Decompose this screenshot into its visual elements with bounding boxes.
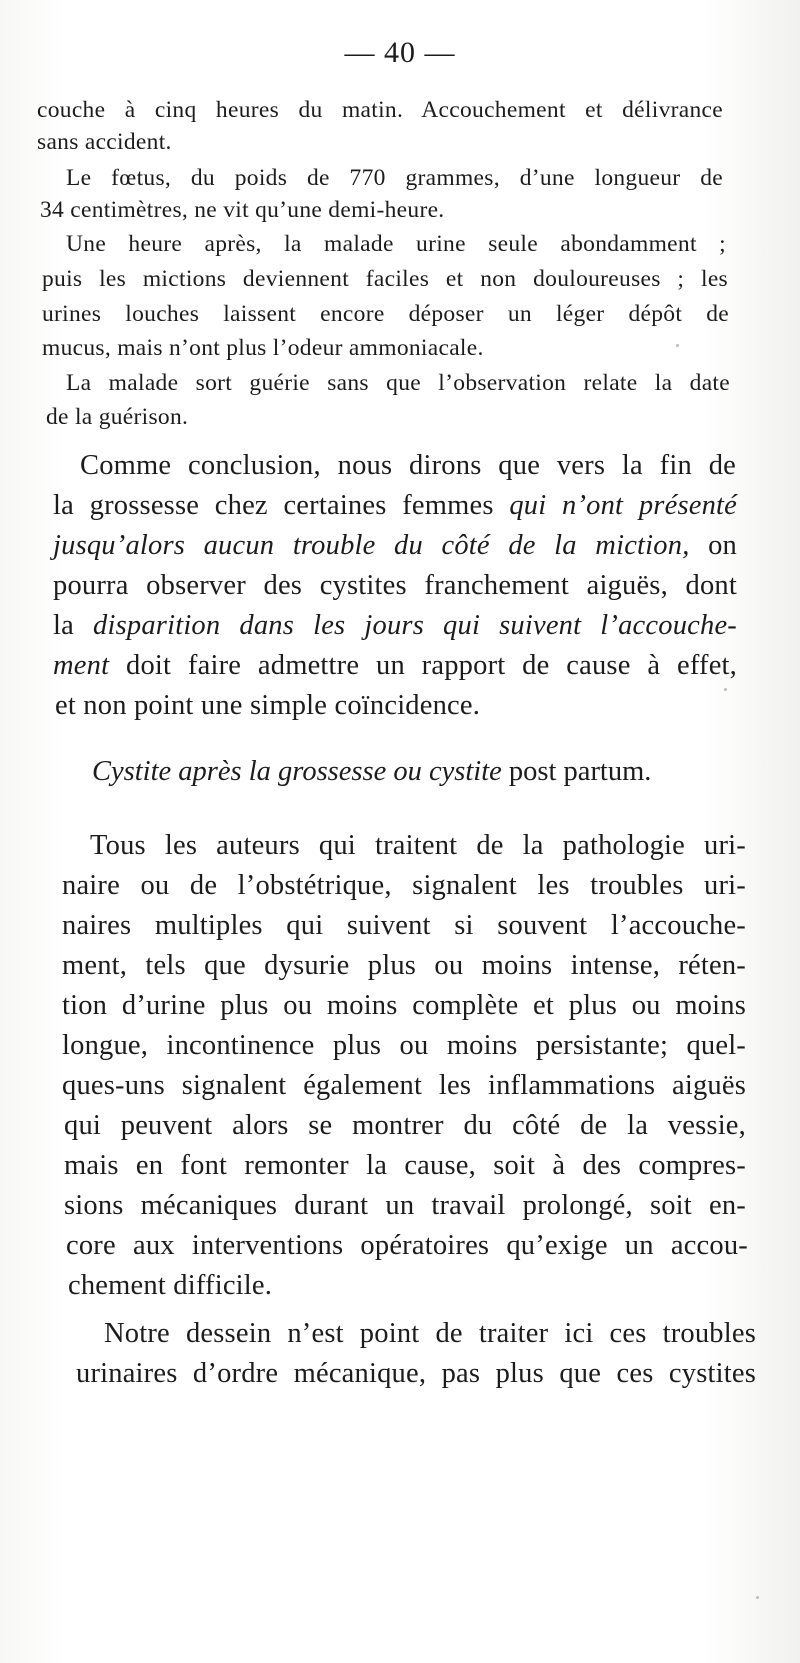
paragraph (0, 226, 800, 360)
page-number: — 40 — (344, 36, 456, 69)
scan-speck (676, 344, 679, 347)
text-segment: la grossesse chez certaines femmes (53, 490, 510, 521)
text-line: chement difficile. (68, 1270, 273, 1301)
observation-text (0, 92, 800, 430)
text-line: de la guérison. (46, 403, 189, 430)
italic-segment: disparition dans les jours qui suivent l’accouche- (93, 610, 737, 641)
text-line: longue, incontinence plus ou moins persistante; quel- (62, 1030, 746, 1061)
text-segment: on (689, 530, 737, 561)
text-line: urinaires d’ordre mécanique, pas plus que ces cystites (76, 1358, 756, 1389)
scan-speck (756, 1596, 759, 1599)
text-line (55, 686, 739, 726)
text-line: sans accident. (37, 128, 172, 155)
italic-segment: qui n’ont présenté (509, 490, 737, 521)
text-segment: la (53, 610, 94, 641)
text-line: 34 centimètres, ne vit qu’une demi-heure. (40, 196, 445, 223)
text-line: Le fœtus, du poids de 770 grammes, d’une longueur de (66, 165, 723, 191)
text-line: naires multiples qui suivent si souvent l’accouche- (62, 910, 746, 941)
paragraph (0, 1314, 800, 1394)
text-line: sions mécaniques durant un travail prolongé, soit en- (64, 1190, 746, 1221)
heading-roman: post partum. (501, 756, 652, 787)
text-segment: pourra observer des cystites franchement aiguës, dont (53, 570, 737, 601)
text-line: puis les mictions deviennent faciles et non douloureuses ; les (42, 265, 728, 292)
text-line: core aux interventions opératoires qu’exige un accou- (66, 1230, 748, 1261)
text-line (80, 446, 736, 486)
text-line: Une heure après, la malade urine seule abondamment ; (66, 231, 726, 257)
paragraph (0, 92, 800, 159)
text-line: Notre dessein n’est point de traiter ici ces troubles (104, 1318, 756, 1349)
text-line: mucus, mais n’ont plus l’odeur ammoniacale. (42, 334, 484, 361)
text-segment: doit faire admettre un rapport de cause à effet, (109, 650, 737, 681)
paragraph (0, 360, 800, 430)
text-line (53, 566, 737, 606)
text-line (53, 526, 737, 566)
text-line: La malade sort guérie sans que l’observation relate la date (66, 370, 730, 396)
text-line: urines louches laissent encore déposer un léger dépôt de (42, 301, 729, 327)
text-line: qui peuvent alors se montrer du côté de la vessie, (64, 1110, 746, 1141)
paragraph (0, 826, 800, 1306)
text-line: Tous les auteurs qui traitent de la pathologie uri- (90, 830, 746, 861)
text-line (53, 606, 737, 646)
heading-italic: Cystite après la grossesse ou cystite (92, 756, 502, 787)
text-line: mais en font remonter la cause, soit à des compres- (64, 1150, 746, 1181)
paragraph (0, 159, 800, 226)
section-heading (92, 752, 732, 792)
text-line: couche à cinq heures du matin. Accouchement et délivrance (37, 97, 723, 123)
text-segment: Comme conclusion, nous dirons que vers la fin de (80, 450, 736, 481)
scan-speck (724, 688, 727, 691)
text-line (53, 486, 737, 526)
text-line (53, 646, 737, 686)
italic-segment: ment (53, 650, 110, 681)
text-line: ment, tels que dysurie plus ou moins intense, réten- (62, 950, 746, 981)
text-line: naire ou de l’obstétrique, signalent les troubles uri- (62, 870, 746, 901)
body-text (0, 826, 800, 1394)
text-line: ques-uns signalent également les inflammations aiguës (62, 1070, 746, 1101)
text-line: tion d’urine plus ou moins complète et plus ou moins (62, 990, 746, 1021)
italic-segment: jusqu’alors aucun trouble du côté de la miction, (53, 530, 690, 561)
conclusion-paragraph (0, 446, 800, 726)
text-segment: et non point une simple coïncidence. (55, 690, 481, 721)
